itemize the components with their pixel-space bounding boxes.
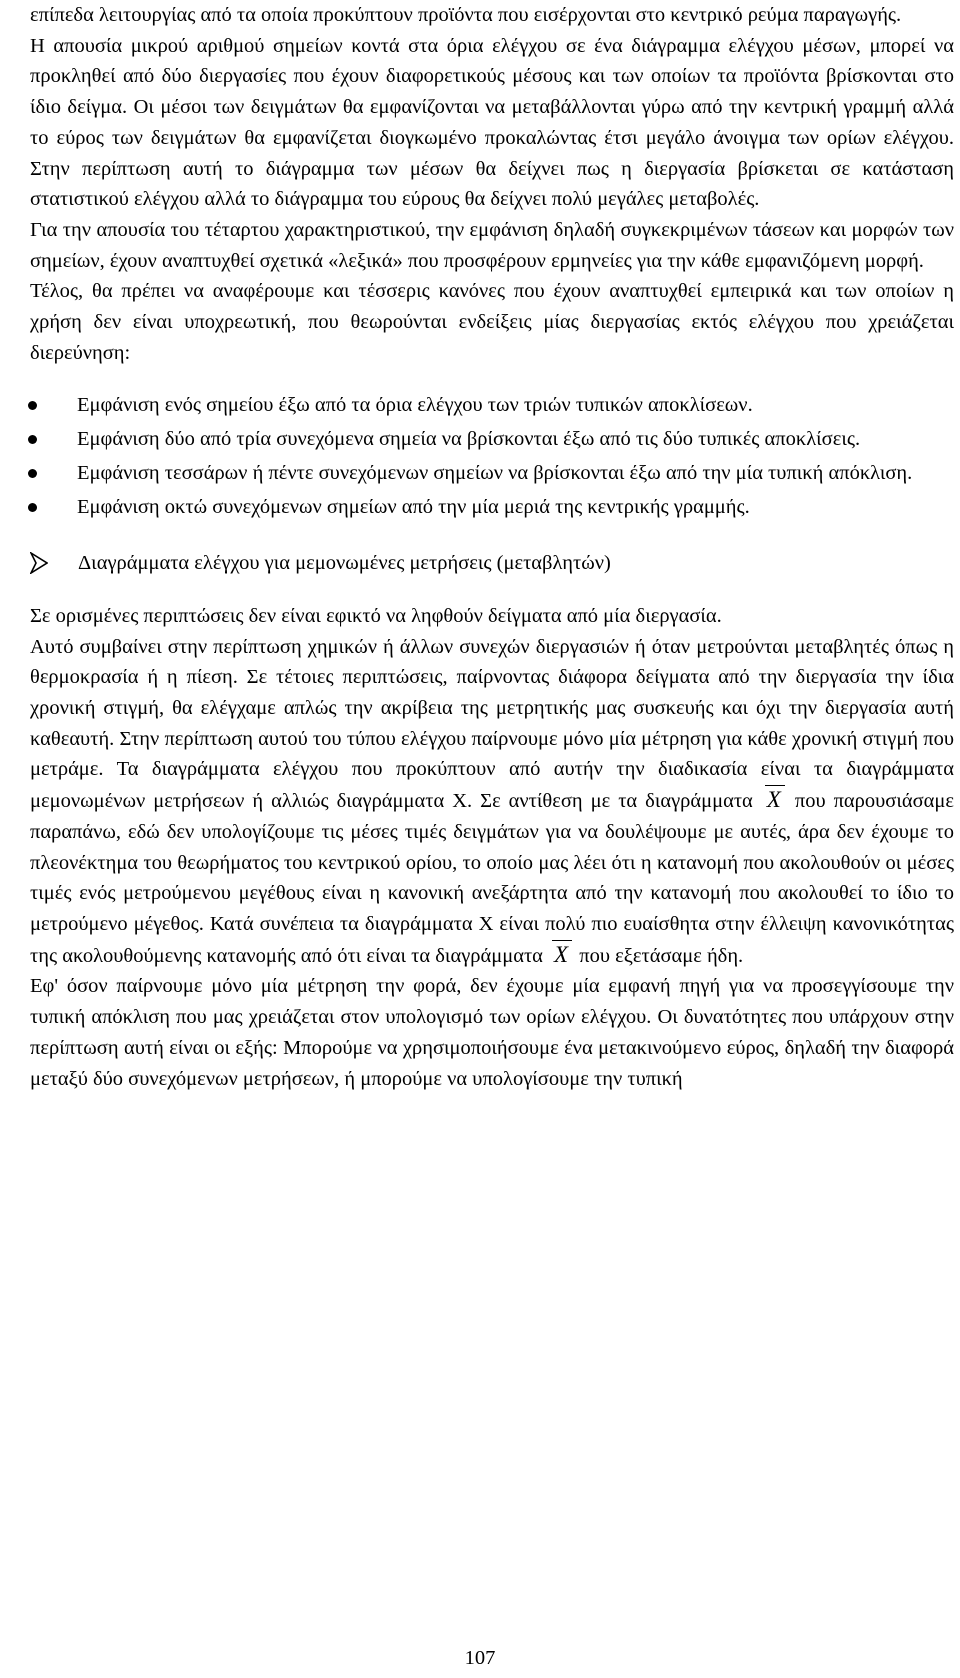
- list-item-text: Εμφάνιση οκτώ συνεχόμενων σημείων από την μία μεριά της κεντρικής γραμμής.: [77, 495, 750, 518]
- bullet-icon: [28, 435, 37, 444]
- document-page: [30, 0, 954, 1094]
- arrowhead-bullet-icon: [30, 552, 48, 574]
- list-item: [30, 424, 954, 455]
- x-bar-symbol: X: [761, 785, 787, 816]
- paragraph-continued: επίπεδα λειτουργίας από τα οποία προκύπτουν προϊόντα που εισέρχονται στο κεντρικό ρεύμα παραγωγής.: [30, 4, 902, 26]
- paragraph-four-rules: Τέλος, θα πρέπει να αναφέρουμε και τέσσερις κανόνες που έχουν αναπτυχθεί εμπειρικά και των οποίων η χρήση δεν είναι υποχρεωτική, που θεωρούνται ενδείξεις μίας διεργασίας εκτός ελέγχου που χρειάζεται διερεύνηση:: [30, 280, 954, 364]
- section-heading: [30, 548, 954, 579]
- list-item-text: Εμφάνιση τεσσάρων ή πέντε συνεχόμενων σημείων να βρίσκονται έξω από την μία τυπική απόκλιση.: [77, 461, 913, 484]
- paragraph-absence-points: Η απουσία μικρού αριθμού σημείων κοντά στα όρια ελέγχου σε ένα διάγραμμα ελέγχου μέσων, μπορεί να προκληθεί από δύο διεργασίες που έχουν διαφορετικούς μέσους και των οποίων τα προϊόντα βρίσκονται στο ίδιο δείγμα. Οι μέσοι των δειγμάτων θα εμφανίζονται να μεταβάλλονται γύρω από την κεντρική γραμμή αλλά το εύρος των δειγμάτων θα εμφανίζεται διογκωμένο προκαλώντας έτσι μεγάλο άνοιγμα των ορίων ελέγχου. Στην περίπτωση αυτή το διάγραμμα των μέσων θα δείχνει πως η διεργασία βρίσκεται σε κατάσταση στατιστικού ελέγχου αλλά το διάγραμμα του εύρους θα δείχνει πολύ μεγάλες μεταβολές.: [30, 34, 954, 211]
- rules-list: [30, 390, 954, 522]
- list-item: [30, 390, 954, 421]
- list-item: [30, 458, 954, 489]
- paragraph-text: Αυτό συμβαίνει στην περίπτωση χημικών ή άλλων συνεχών διεργασιών ή όταν μετρούνται μεταβλητές όπως η θερμοκρασία ή η πίεση. Σε τέτοιες περιπτώσεις, παίρνοντας διάφορα δείγματα από την διεργασία την ίδια χρονική στιγμή, θα ελέγχαμε απλώς την ακρίβεια της μετρητικής μας συσκευής και όχι την διεργασία αυτή καθεαυτή. Στην περίπτωση αυτού του τύπου ελέγχου παίρνουμε μόνο μία μέτρηση για κάθε χρονική στιγμή που μετράμε. Τα διαγράμματα ελέγχου που προκύπτουν από αυτήν την διαδικασία είναι τα διαγράμματα μεμονωμένων μετρήσεων ή αλλιώς διαγράμματα Χ. Σε αντίθεση με τα διαγράμματα: [30, 635, 954, 813]
- bullet-icon: [28, 503, 37, 512]
- x-bar-symbol: X: [548, 940, 574, 971]
- page-number: 107: [464, 1647, 496, 1669]
- paragraph-x-charts: [30, 632, 954, 972]
- paragraph-text: που παρουσιάσαμε παραπάνω, εδώ δεν υπολογίζουμε τις μέσες τιμές δειγμάτων για να δουλέψουμε με αυτές, άρα δεν έχουμε το πλεονέκτημα του θεωρήματος του κεντρικού ορίου, το οποίο μας λέει ότι η κατανομή που ακολουθούν οι μέσες τιμές ενός μετρούμενου μεγέθους είναι η κανονική ανεξάρτητα από την κατανομή που ακολουθεί το ίδιο το μετρούμενο μέγεθος. Κατά συνέπεια τα διαγράμματα Χ είναι πολύ πιο ευαίσθητα στην έλλειψη κανονικότητας της ακολουθούμενης κατανομής από ότι είναι τα διαγράμματα: [30, 790, 954, 967]
- list-item-text: Εμφάνιση ενός σημείου έξω από τα όρια ελέγχου των τριών τυπικών αποκλίσεων.: [77, 394, 753, 417]
- list-item-text: Εμφάνιση δύο από τρία συνεχόμενα σημεία να βρίσκονται έξω από τις δύο τυπικές αποκλίσεις.: [77, 428, 861, 451]
- bullet-icon: [28, 469, 37, 478]
- paragraph-text: που εξετάσαμε ήδη.: [574, 944, 744, 967]
- list-item: [30, 492, 954, 523]
- paragraph-moving-range: Εφ' όσον παίρνουμε μόνο μία μέτρηση την φορά, δεν έχουμε μία εμφανή πηγή για να προσεγγίσουμε την τυπική απόκλιση που μας χρειάζεται στον υπολογισμό των ορίων ελέγχου. Οι δυνατότητες που υπάρχουν στην περίπτωση αυτή είναι οι εξής: Μπορούμε να χρησιμοποιήσουμε ένα μετακινούμενο εύρος, δηλαδή την διαφορά μεταξύ δύο συνεχόμενων μετρήσεων, ή μπορούμε να υπολογίσουμε την τυπική: [30, 975, 954, 1090]
- bullet-icon: [28, 401, 37, 410]
- section-heading-text: Διαγράμματα ελέγχου για μεμονωμένες μετρήσεις (μεταβλητών): [78, 552, 611, 575]
- paragraph-fourth-characteristic: Για την απουσία του τέταρτου χαρακτηριστικού, την εμφάνιση δηλαδή συγκεκριμένων τάσεων και μορφών των σημείων, έχουν αναπτυχθεί σχετικά «λεξικά» που προσφέρουν ερμηνείες για την κάθε εμφανιζόμενη μορφή.: [30, 218, 954, 272]
- paragraph-individual-measurements: Σε ορισμένες περιπτώσεις δεν είναι εφικτό να ληφθούν δείγματα από μία διεργασία.: [30, 604, 722, 627]
